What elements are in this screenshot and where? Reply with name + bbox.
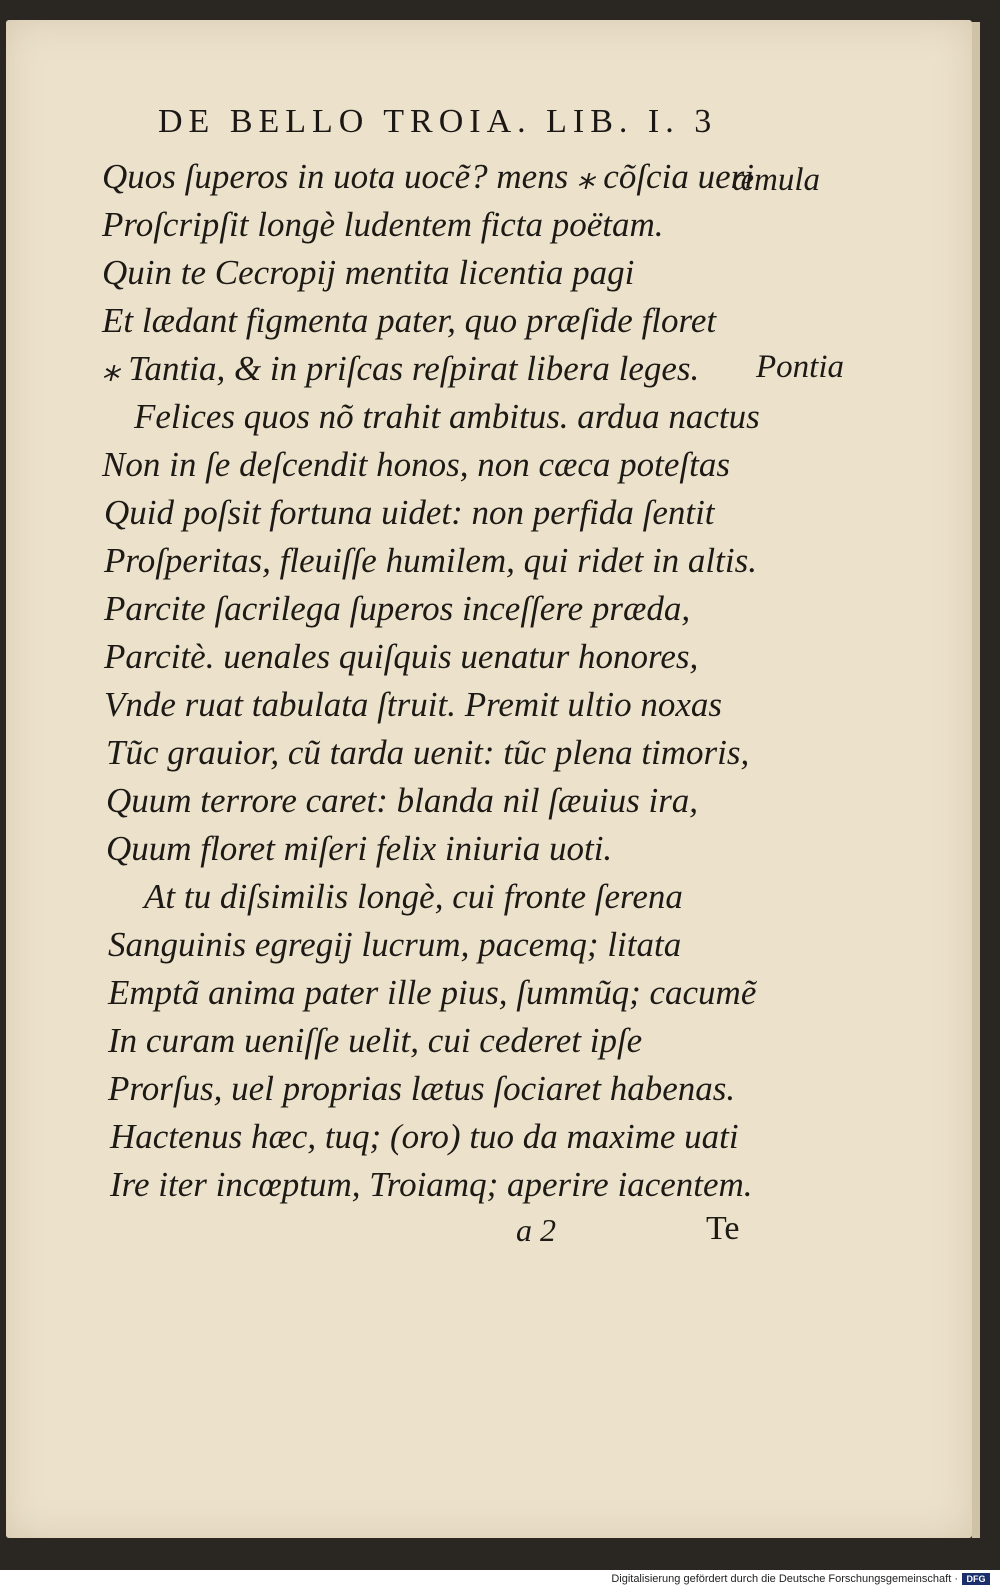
- verse-line: Tũc grauior, cũ tarda uenit: tũc plena timoris,: [106, 733, 750, 772]
- verse-line: Emptã anima pater ille pius, ſummũq; cacumẽ: [108, 973, 757, 1012]
- verse-line: Felices quos nõ trahit ambitus. ardua nactus: [134, 397, 760, 436]
- verse-line: Non in ſe deſcendit honos, non cæca poteſtas: [102, 445, 730, 484]
- margin-note: æmula: [732, 162, 821, 198]
- verse-line: Ire iter incœptum, Troiamq; aperire iacentem.: [110, 1165, 753, 1204]
- verse-line: Prorſus, uel proprias lætus ſociaret habenas.: [108, 1069, 736, 1108]
- verse-line: Et lædant figmenta pater, quo præſide floret: [102, 301, 717, 340]
- verse-line: Sanguinis egregij lucrum, pacemq; litata: [108, 925, 682, 964]
- margin-note: Pontia: [756, 349, 844, 385]
- dfg-logo: DFG: [962, 1573, 990, 1585]
- verse-line: In curam ueniſſe uelit, cui cederet ipſe: [108, 1021, 643, 1060]
- verse-line: Quum terrore caret: blanda nil ſæuius ira,: [106, 781, 699, 820]
- signature-mark: a 2: [516, 1212, 556, 1248]
- verse-line: Hactenus hæc, tuq; (oro) tuo da maxime uati: [110, 1117, 739, 1156]
- catchword: Te: [706, 1210, 740, 1247]
- book-page: [6, 20, 972, 1538]
- verse-line: Parcite ſacrilega ſuperos inceſſere præda,: [104, 589, 691, 628]
- funding-credit: Digitalisierung gefördert durch die Deutsche Forschungsgemeinschaft ·: [611, 1573, 958, 1585]
- verse-line: ⁎ Tantia, & in priſcas reſpirat libera leges.: [102, 349, 700, 388]
- page-edge: [972, 22, 980, 1538]
- verse-line: Parcitè. uenales quiſquis uenatur honores,: [104, 637, 699, 676]
- running-header: DE BELLO TROIA. LIB. I. 3: [158, 103, 718, 140]
- verse-line: Quum floret miſeri felix iniuria uoti.: [106, 829, 613, 868]
- verse-line: Quos ſuperos in uota uocẽ? mens ⁎ cõſcia ueri: [102, 157, 754, 196]
- verse-line: Proſperitas, fleuiſſe humilem, qui ridet in altis.: [104, 541, 757, 580]
- verse-line: Quin te Cecropij mentita licentia pagi: [102, 253, 635, 292]
- verse-line: At tu diſsimilis longè, cui fronte ſerena: [144, 877, 683, 916]
- verse-line: Quid poſsit fortuna uidet: non perfida ſentit: [104, 493, 715, 532]
- verse-line: Vnde ruat tabulata ſtruit. Premit ultio noxas: [104, 685, 722, 724]
- verse-line: Proſcripſit longè ludentem ficta poëtam.: [102, 205, 664, 244]
